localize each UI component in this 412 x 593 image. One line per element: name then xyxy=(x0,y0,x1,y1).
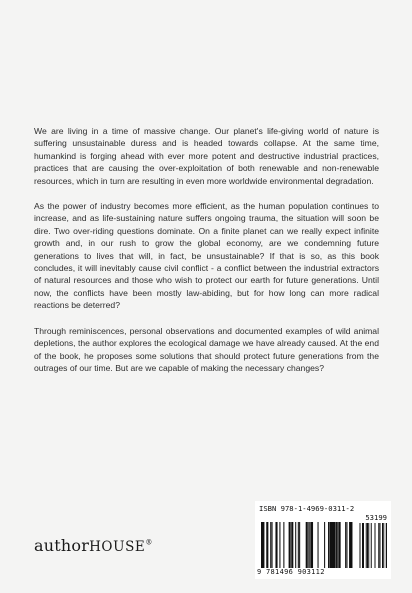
blurb-paragraph-3: Through reminiscences, personal observations and documented examples of wild animal depletions, the author explores the ecological damage we have already caused. At the end of the book, he proposes some solutions that should protect future generations from the outrages of our time. But are we capable of making the necessary changes? xyxy=(34,325,379,373)
publisher-logo-suffix: HOUSE xyxy=(89,539,146,555)
back-cover-blurb xyxy=(34,125,379,387)
barcode-addon-icon xyxy=(357,523,387,568)
blurb-paragraph-2: As the power of industry becomes more efficient, as the human population continues to increase, and as life-sustaining nature suffers ongoing trauma, the situation will soon be dire. Two over-riding questions dominate. On a finite planet can we really expect infinite growth and, in our rush to grow the global economy, are we condemning future generations to lives that will, in fact, be unsustainable? If that is so, as this book concludes, it will inevitably cause civil conflict - a conflict between the industrial extractors of natural resources and those who wish to protect our earth for future generations. Until now, the conflicts have been mostly law-abiding, but for how long can more radical reactions be deterred? xyxy=(34,201,379,311)
barcode-main-icon xyxy=(261,522,353,568)
price-code: 53199 xyxy=(365,513,387,522)
isbn-barcode-box xyxy=(255,501,391,579)
barcode-digits: 9 781496 903112 xyxy=(257,568,325,576)
blurb-paragraph-1: We are living in a time of massive change. Our planet's life-giving world of nature is suffering unsustainable duress and is headed towards collapse. At the same time, humankind is forging ahead with ever more potent and destructive industrial practices, practices that are causing the over-exploitation of both renewable and non-renewable resources, which in turn are resulting in even more worldwide environmental degradation. xyxy=(34,126,379,186)
publisher-logo xyxy=(34,536,153,555)
publisher-logo-prefix: author xyxy=(34,536,90,555)
registered-mark: ® xyxy=(145,538,153,547)
isbn-number: ISBN 978-1-4969-0311-2 xyxy=(259,504,355,513)
